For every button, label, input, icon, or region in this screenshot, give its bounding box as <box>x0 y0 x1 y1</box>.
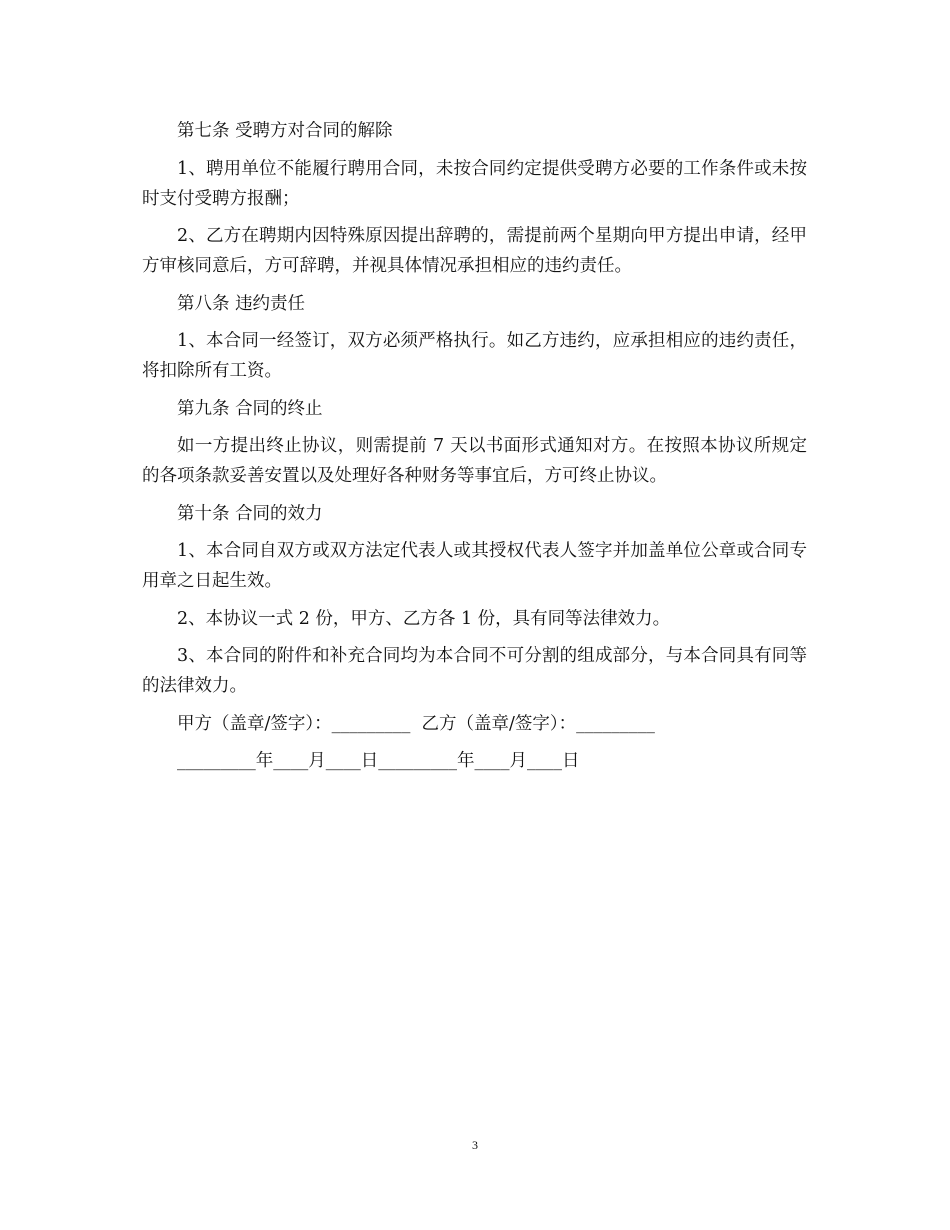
signature-dates-line: _________年____月____日_________年____月____日 <box>177 751 580 771</box>
article-8-heading: 第八条 违约责任 <box>177 293 306 314</box>
article-9-heading: 第九条 合同的终止 <box>177 398 323 419</box>
signature-parties-line: 甲方（盖章/签字）：_________ 乙方（盖章/签字）：_________ <box>177 713 655 734</box>
page-number: 3 <box>472 1138 478 1152</box>
article-8-clause-1: 1、本合同一经签订，双方必须严格执行。如乙方违约，应承担相应的违约责任，将扣除所有工资。 <box>142 331 807 381</box>
article-7-heading: 第七条 受聘方对合同的解除 <box>177 121 393 141</box>
article-10-clause-3: 3、本合同的附件和补充合同均为本合同不可分割的组成部分，与本合同具有同等的法律效力。 <box>142 646 807 696</box>
article-10-clause-2: 2、本协议一式 2 份，甲方、乙方各 1 份，具有同等法律效力。 <box>177 608 671 629</box>
article-10-heading: 第十条 合同的效力 <box>177 503 323 524</box>
article-10-clause-1: 1、本合同自双方或双方法定代表人或其授权代表人签字并加盖单位公章或合同专用章之日起生效。 <box>142 541 807 591</box>
article-9-body: 如一方提出终止协议，则需提前 7 天以书面形式通知对方。在按照本协议所规定的各项条款妥善安置以及处理好各种财务等事宜后，方可终止协议。 <box>142 436 807 486</box>
document-body <box>142 116 807 784</box>
article-7-clause-2: 2、乙方在聘期内因特殊原因提出辞聘的，需提前两个星期向甲方提出申请，经甲方审核同意后，方可辞聘，并视具体情况承担相应的违约责任。 <box>142 226 807 276</box>
article-7-clause-1: 1、聘用单位不能履行聘用合同，未按合同约定提供受聘方必要的工作条件或未按时支付受聘方报酬； <box>142 158 807 209</box>
